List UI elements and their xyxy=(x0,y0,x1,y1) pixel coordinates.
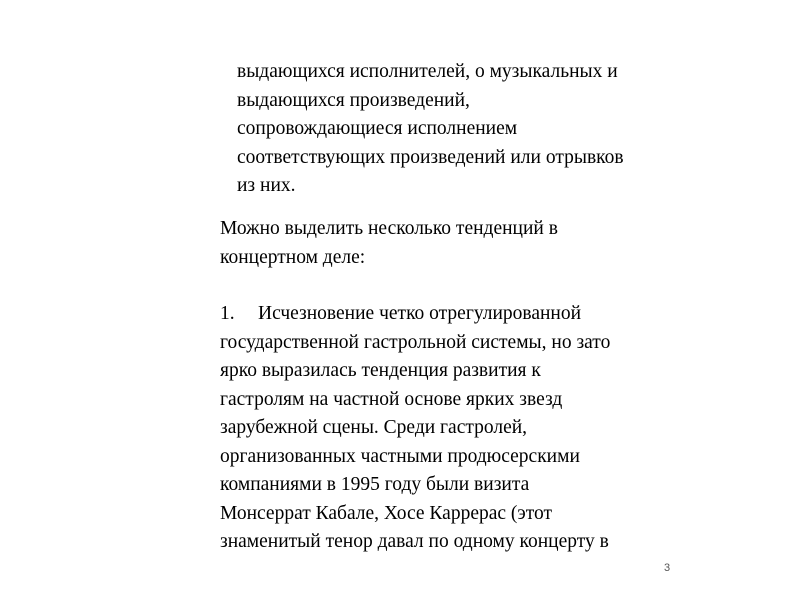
text-line: Можно выделить несколько тенденций в xyxy=(220,218,558,239)
list-item-number: 1. xyxy=(220,303,235,324)
main-content xyxy=(220,215,690,557)
list-item-first-line xyxy=(220,300,690,329)
text-line: концертном деле: xyxy=(220,246,366,268)
text-line: гастролям на частной основе ярких звезд xyxy=(220,388,563,410)
text-line: ярко выразилась тенденция развития к xyxy=(220,360,541,381)
text-line: Исчезновение четко отрегулированной xyxy=(258,303,582,324)
text-line: знаменитый тенор давал по одному концерту в xyxy=(220,531,609,552)
text-line: Монсеррат Кабале, Хосе Каррерас (этот xyxy=(220,502,553,524)
text-line: соответствующих произведений или отрывков xyxy=(237,146,624,168)
text-line: выдающихся произведений, xyxy=(237,89,470,111)
text-line: сопровождающиеся исполнением xyxy=(237,118,518,139)
text-line: организованных частными продюсерскими xyxy=(220,445,580,467)
intro-paragraph xyxy=(237,58,697,201)
trends-paragraph xyxy=(220,215,690,272)
numbered-list-item xyxy=(220,300,690,557)
text-line: компаниями в 1995 году были визита xyxy=(220,474,530,495)
text-line: из них. xyxy=(237,175,296,196)
paragraph-spacer xyxy=(220,272,690,300)
text-line: государственной гастрольной системы, но зато xyxy=(220,331,611,353)
text-line: зарубежной сцены. Среди гастролей, xyxy=(220,417,528,438)
page-number: 3 xyxy=(664,562,671,574)
text-line: выдающихся исполнителей, о музыкальных и xyxy=(237,61,618,82)
